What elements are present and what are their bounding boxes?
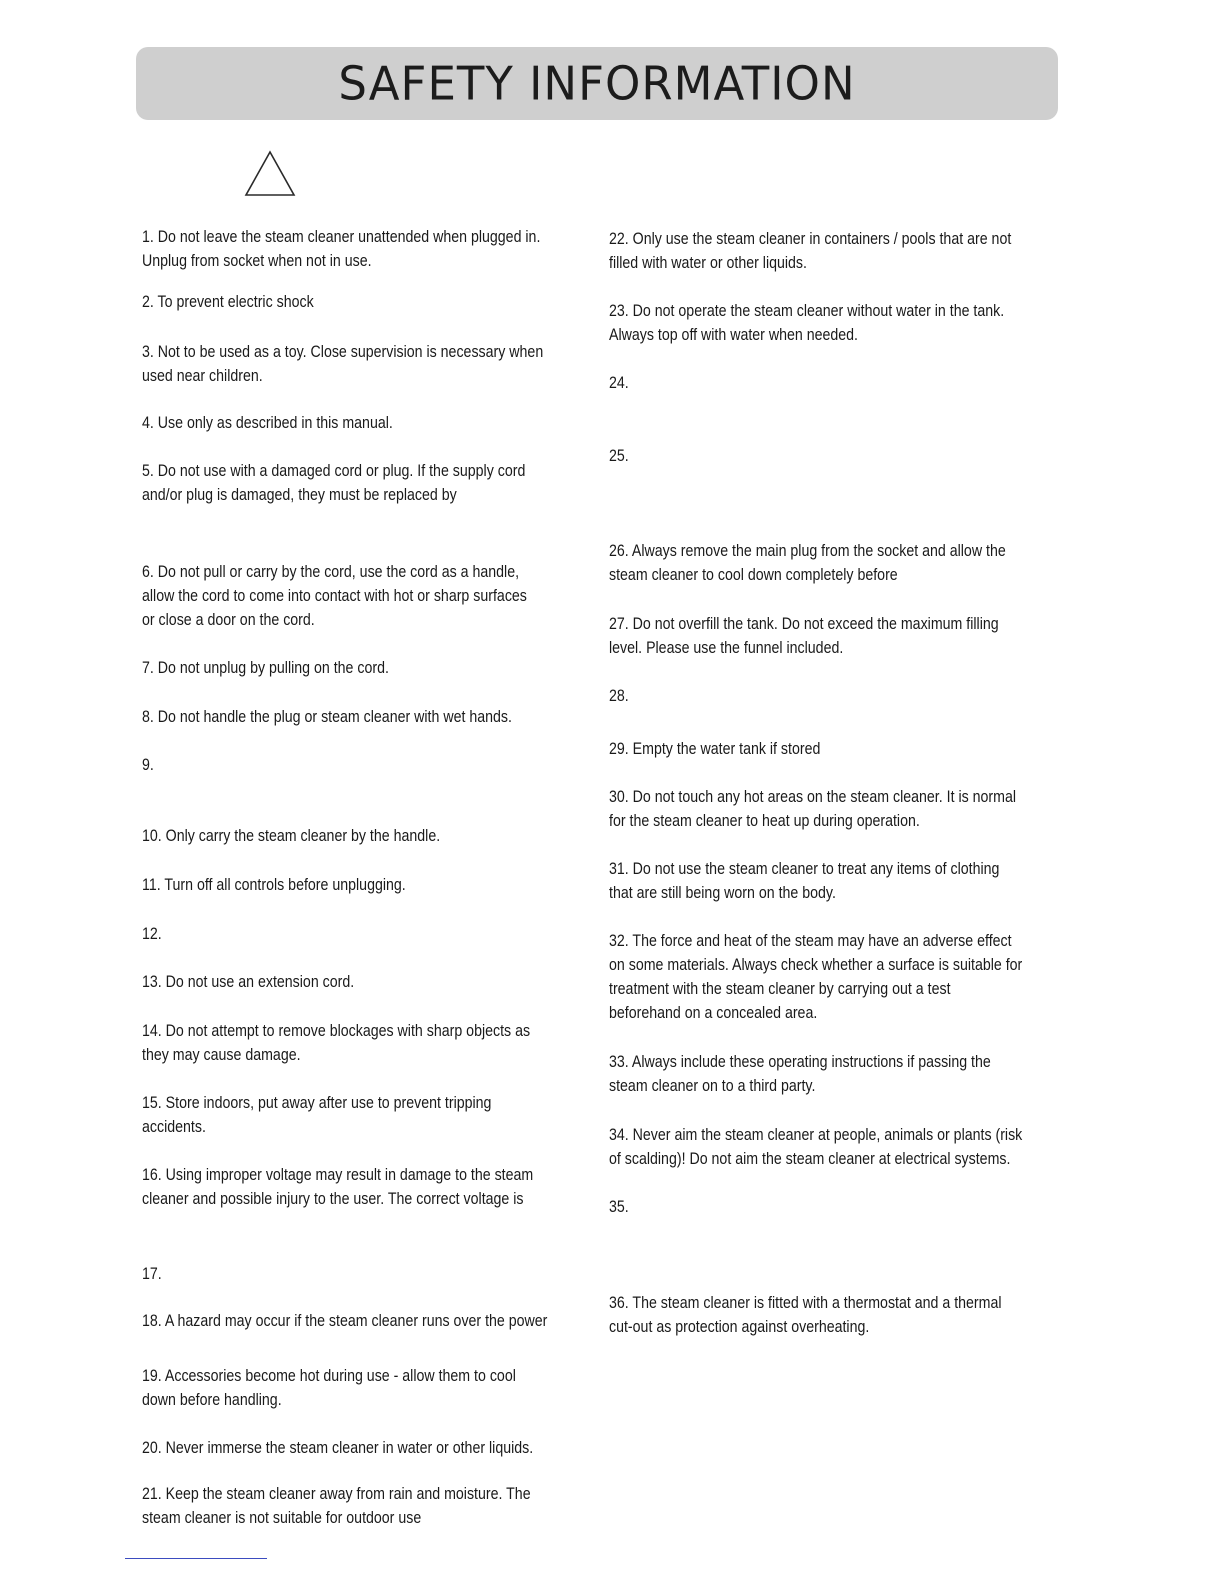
safety-item bbox=[142, 705, 538, 729]
safety-item bbox=[142, 1436, 538, 1460]
safety-item-line: 28. bbox=[609, 687, 629, 705]
safety-item bbox=[609, 785, 1017, 833]
safety-item-line: 31. Do not use the steam cleaner to treat any items of clothing bbox=[609, 860, 1000, 878]
safety-item-line: 26. Always remove the main plug from the socket and allow the bbox=[609, 542, 1006, 560]
safety-item-line: Unplug from socket when not in use. bbox=[142, 252, 372, 270]
safety-item-line: 1. Do not leave the steam cleaner unattended when plugged in. bbox=[142, 228, 541, 246]
safety-item-line: 12. bbox=[142, 925, 162, 943]
safety-item bbox=[609, 299, 1013, 347]
safety-item-line: steam cleaner is not suitable for outdoor use bbox=[142, 1509, 422, 1527]
safety-item bbox=[142, 560, 538, 632]
safety-item bbox=[142, 824, 538, 848]
safety-item-line: 3. Not to be used as a toy. Close supervision is necessary when bbox=[142, 343, 544, 361]
safety-item-line: 24. bbox=[609, 374, 629, 392]
safety-item-line: 16. Using improper voltage may result in damage to the steam bbox=[142, 1166, 534, 1184]
safety-item-line: level. Please use the funnel included. bbox=[609, 639, 844, 657]
safety-item bbox=[609, 857, 1013, 905]
safety-item bbox=[609, 737, 1013, 761]
safety-item-line: 11. Turn off all controls before unplugging. bbox=[142, 876, 406, 894]
safety-item bbox=[609, 371, 1013, 395]
safety-item-line: allow the cord to come into contact with hot or sharp surfaces bbox=[142, 587, 527, 605]
safety-item-line: on some materials. Always check whether a surface is suitable for bbox=[609, 956, 1023, 974]
safety-item bbox=[142, 970, 538, 994]
safety-item bbox=[609, 929, 1023, 1025]
safety-item-line: 35. bbox=[609, 1198, 629, 1216]
safety-item-line: 8. Do not handle the plug or steam cleaner with wet hands. bbox=[142, 708, 512, 726]
safety-item bbox=[142, 290, 538, 314]
safety-item-line: used near children. bbox=[142, 367, 263, 385]
safety-item bbox=[142, 411, 538, 435]
safety-item-line: 30. Do not touch any hot areas on the steam cleaner. It is normal bbox=[609, 788, 1017, 806]
safety-item-line: 29. Empty the water tank if stored bbox=[609, 740, 821, 758]
warning-triangle-icon bbox=[244, 150, 296, 198]
safety-item-line: 34. Never aim the steam cleaner at people, animals or plants (risk bbox=[609, 1126, 1023, 1144]
safety-item-line: filled with water or other liquids. bbox=[609, 254, 807, 272]
safety-item-line: cut-out as protection against overheating. bbox=[609, 1318, 870, 1336]
safety-item bbox=[142, 225, 541, 273]
safety-item-line: 9. bbox=[142, 756, 154, 774]
safety-item bbox=[142, 922, 538, 946]
safety-item-line: beforehand on a concealed area. bbox=[609, 1004, 818, 1022]
safety-item bbox=[609, 612, 1013, 660]
safety-item-line: of scalding)! Do not aim the steam cleaner at electrical systems. bbox=[609, 1150, 1011, 1168]
safety-item-line: down before handling. bbox=[142, 1391, 282, 1409]
safety-item-line: 7. Do not unplug by pulling on the cord. bbox=[142, 659, 389, 677]
safety-item-line: 22. Only use the steam cleaner in containers / pools that are not bbox=[609, 230, 1012, 248]
safety-item bbox=[142, 1482, 538, 1530]
safety-item-line: 33. Always include these operating instructions if passing the bbox=[609, 1053, 991, 1071]
safety-item bbox=[142, 656, 538, 680]
safety-item-line: 10. Only carry the steam cleaner by the handle. bbox=[142, 827, 441, 845]
safety-item-line: 15. Store indoors, put away after use to prevent tripping bbox=[142, 1094, 492, 1112]
safety-item bbox=[142, 1019, 538, 1067]
safety-item-line: 5. Do not use with a damaged cord or plug. If the supply cord bbox=[142, 462, 526, 480]
safety-item-line: 6. Do not pull or carry by the cord, use the cord as a handle, bbox=[142, 563, 520, 581]
safety-item-line: 20. Never immerse the steam cleaner in water or other liquids. bbox=[142, 1439, 534, 1457]
page-title: SAFETY INFORMATION bbox=[338, 56, 856, 111]
safety-item bbox=[609, 1195, 1013, 1219]
safety-item-line: or close a door on the cord. bbox=[142, 611, 315, 629]
safety-item-line: and/or plug is damaged, they must be replaced by bbox=[142, 486, 457, 504]
safety-item-line: accidents. bbox=[142, 1118, 206, 1136]
header-bar bbox=[136, 47, 1058, 120]
safety-item-line: that are still being worn on the body. bbox=[609, 884, 836, 902]
safety-item-line: they may cause damage. bbox=[142, 1046, 301, 1064]
safety-item-line: cleaner and possible injury to the user. The correct voltage is bbox=[142, 1190, 524, 1208]
safety-item bbox=[142, 753, 538, 777]
safety-item bbox=[142, 340, 544, 388]
safety-item-line: 4. Use only as described in this manual. bbox=[142, 414, 393, 432]
safety-item-line: for the steam cleaner to heat up during operation. bbox=[609, 812, 920, 830]
safety-item-line: 23. Do not operate the steam cleaner without water in the tank. bbox=[609, 302, 1005, 320]
safety-item-line: 21. Keep the steam cleaner away from rain and moisture. The bbox=[142, 1485, 531, 1503]
safety-item-line: 18. A hazard may occur if the steam cleaner runs over the power bbox=[142, 1312, 548, 1330]
safety-item-line: steam cleaner to cool down completely before bbox=[609, 566, 898, 584]
safety-item bbox=[609, 1123, 1023, 1171]
safety-item bbox=[609, 444, 1013, 468]
safety-item bbox=[609, 1050, 1013, 1098]
safety-item bbox=[142, 1309, 548, 1333]
safety-item bbox=[609, 1291, 1013, 1339]
safety-item bbox=[142, 1364, 538, 1412]
safety-item bbox=[142, 1091, 538, 1139]
safety-item-line: 2. To prevent electric shock bbox=[142, 293, 314, 311]
safety-item-line: Always top off with water when needed. bbox=[609, 326, 859, 344]
footer-rule bbox=[125, 1558, 267, 1559]
safety-item-line: 17. bbox=[142, 1265, 162, 1283]
safety-item-line: 36. The steam cleaner is fitted with a thermostat and a thermal bbox=[609, 1294, 1002, 1312]
safety-item bbox=[609, 684, 1013, 708]
safety-item bbox=[142, 1163, 538, 1211]
safety-item bbox=[142, 1262, 538, 1286]
safety-item-line: 14. Do not attempt to remove blockages with sharp objects as bbox=[142, 1022, 531, 1040]
safety-item-line: treatment with the steam cleaner by carrying out a test bbox=[609, 980, 951, 998]
safety-item-line: 25. bbox=[609, 447, 629, 465]
safety-item-line: 32. The force and heat of the steam may have an adverse effect bbox=[609, 932, 1012, 950]
safety-item bbox=[609, 539, 1013, 587]
safety-item-line: 27. Do not overfill the tank. Do not exceed the maximum filling bbox=[609, 615, 999, 633]
safety-item bbox=[142, 873, 538, 897]
safety-item-line: 13. Do not use an extension cord. bbox=[142, 973, 355, 991]
safety-item bbox=[609, 227, 1013, 275]
safety-item bbox=[142, 459, 538, 507]
safety-item-line: 19. Accessories become hot during use - allow them to cool bbox=[142, 1367, 516, 1385]
safety-item-line: steam cleaner on to a third party. bbox=[609, 1077, 816, 1095]
